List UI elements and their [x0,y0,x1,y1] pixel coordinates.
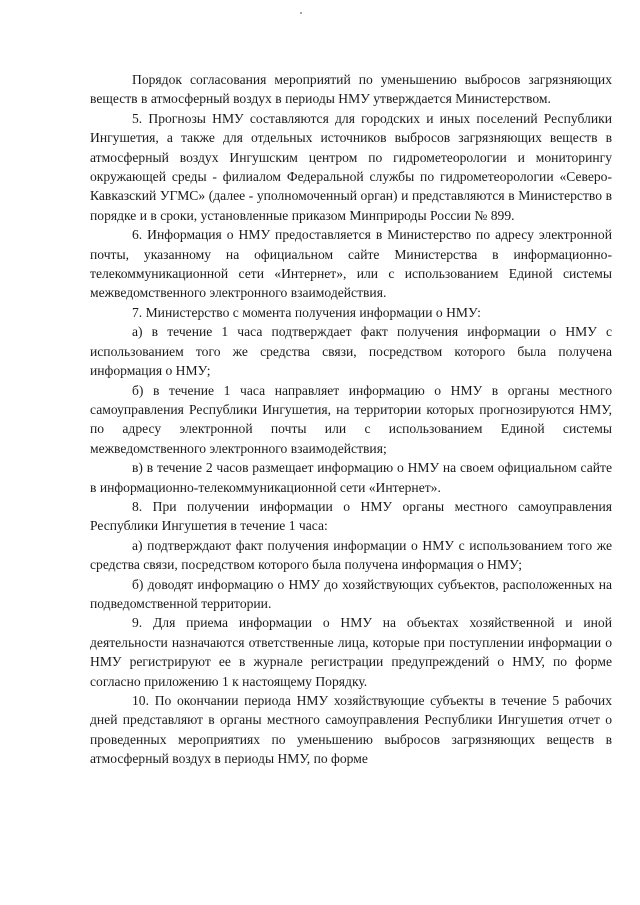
paragraph-9-responsible-persons: 9. Для приема информации о НМУ на объектах хозяйственной и иной деятельности назначаются ответственные лица, которые при поступлении информации о НМУ регистрируют ее в журнале регистрации предупреждений о НМУ, по форме согласно приложению 1 к настоящему Порядку. [90,615,612,689]
paragraph-7-ministry: 7. Министерство с момента получения информации о НМУ: [132,304,481,320]
paragraph-8a: а) подтверждают факт получения информации о НМУ с использованием того же средства связи, посредством которого была получена информация о НМУ; [90,537,612,573]
paragraph-approval-order: Порядок согласования мероприятий по уменьшению выбросов загрязняющих веществ в атмосферный воздух в периоды НМУ утверждается Министерством. [90,72,612,107]
paragraph-7b: б) в течение 1 часа направляет информацию о НМУ в органы местного самоуправления Республики Ингушетия, на территории которых прогнозируются НМУ, по адресу электронной почты или с использованием Единой системы межведомственного электронного взаимодействия; [90,382,612,456]
document-body [90,70,612,769]
paragraph-7c: в) в течение 2 часов размещает информацию о НМУ на своем официальном сайте в информационно-телекоммуникационной сети «Интернет». [90,460,612,495]
paragraph-7a: а) в течение 1 часа подтверждает факт получения информации о НМУ с использованием того же средства связи, посредством которого была получена информация о НМУ; [90,324,612,379]
scan-speck [300,12,302,14]
paragraph-6-information: 6. Информация о НМУ предоставляется в Министерство по адресу электронной почты, указанному на официальном сайте Министерства в информационно-телекоммуникационной сети «Интернет», или с использованием Единой системы межведомственного электронного взаимодействия. [90,227,612,301]
paragraph-8b: б) доводят информацию о НМУ до хозяйствующих субъектов, расположенных на подведомственной территории. [90,576,612,611]
paragraph-8-local-authorities: 8. При получении информации о НМУ органы местного самоуправления Республики Ингушетия в течение 1 часа: [90,498,612,534]
paragraph-10-report: 10. По окончании периода НМУ хозяйствующие субъекты в течение 5 рабочих дней представляют в органы местного самоуправления Республики Ингушетия отчет о проведенных мероприятиях по уменьшению выбросов загрязняющих веществ в атмосферный воздух в периоды НМУ, по форме [90,693,612,767]
paragraph-5-forecasts: 5. Прогнозы НМУ составляются для городских и иных поселений Республики Ингушетия, а также для отдельных источников выбросов загрязняющих веществ в атмосферный воздух Ингушским центром по гидрометеорологии и мониторингу окружающей среды - филиалом Федеральной службы по гидрометеорологии «Северо-Кавказский УГМС» (далее - уполномоченный орган) и представляются в Министерство в порядке и в сроки, установленные приказом Минприроды России № 899. [90,110,612,223]
